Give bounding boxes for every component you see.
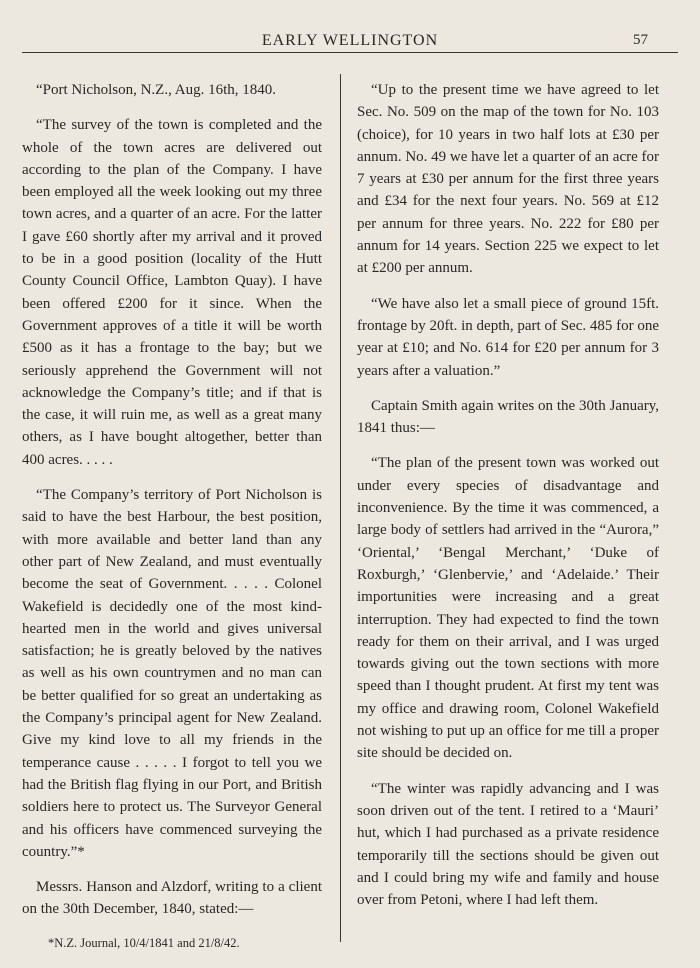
- footnote: *N.Z. Journal, 10/4/1841 and 21/8/42.: [48, 935, 240, 950]
- header-rule: [22, 52, 678, 53]
- paragraph: “Port Nicholson, N.Z., Aug. 16th, 1840.: [36, 82, 276, 98]
- page-number: 57: [633, 32, 648, 48]
- paragraph: “The Company’s territory of Port Nicholson is said to have the best Harbour, the best position, with more available and better land than any other part of New Zealand, and must eventually become the seat of Government. . . . . Colonel Wakefield is decidedly one of the most kind-hearted men in the world and gives universal satisfaction; he is greatly beloved by the natives as well as his own countrymen and no man can be better qualified for so great an undertaking as the Company’s principal agent for New Zealand. Give my kind love to all my friends in the temperance cause . . . . . I forgot to tell you we had the British flag flying in our Port, and British soldiers here to protect us. The Surveyor General and his officers have commenced surveying the country.”*: [22, 487, 322, 860]
- column-divider: [340, 74, 341, 942]
- paragraph: “The plan of the present town was worked out under every species of disadvantage and inconvenience. By the time it was commenced, a large body of settlers had arrived in the “Aurora,” ‘Oriental,’ ‘Bengal Merchant,’ ‘Duke of Roxburgh,’ ‘Glenbervie,’ and ‘Adelaide.’ Their importunities were increasing and a great interruption. They had expected to find the town ready for them on their arrival, and I was urged towards giving out the town sections with more speed than I thought prudent. At first my tent was my office and drawing room, Colonel Wakefield not wishing to put up an office for me till a proper site should be decided on.: [357, 455, 659, 762]
- paragraph: Messrs. Hanson and Alzdorf, writing to a client on the 30th December, 1840, stated:—: [22, 879, 322, 918]
- page-header: [22, 30, 678, 56]
- paragraph: “Up to the present time we have agreed to let Sec. No. 509 on the map of the town for No. 103 (choice), for 10 years in two half lots at £30 per annum. No. 49 we have let a quarter of an acre for 7 years at £30 per annum for the first three years and £34 for the next four years. No. 569 at £12 per annum for three years. No. 222 for £80 per annum for 14 years. Section 225 we expect to let at £200 per annum.: [357, 82, 659, 277]
- left-column: [22, 79, 322, 952]
- paragraph: “The survey of the town is completed and the whole of the town acres are delivered out according to the plan of the Company. I have been employed all the week looking out my three town acres, and a quarter of an acre. For the latter I gave £60 shortly after my arrival and it proved to be in a good position (locality of the Hutt County Council Office, Lambton Quay). I have been offered £200 for it since. When the Government approves of a title it will be worth £500 as it has a frontage to the bay; but we seriously apprehend the Government will not acknowledge the Company’s title; and if that is the case, it will ruin me, as well as a great many others, as I have bought altogether, better than 400 acres. . . . .: [22, 117, 322, 468]
- running-head: EARLY WELLINGTON: [261, 32, 439, 49]
- paragraph: “The winter was rapidly advancing and I was soon driven out of the tent. I retired to a ‘Mauri’ hut, which I had purchased as a private residence temporarily till the sections should be given out and I could bring my wife and family and house over from Petoni, where I had left them.: [357, 780, 659, 909]
- paragraph: “We have also let a small piece of ground 15ft. frontage by 20ft. in depth, part of Sec. 485 for one year at £10; and No. 614 for £20 per annum for 3 years after a valuation.”: [357, 295, 659, 379]
- right-column: [357, 79, 659, 924]
- paragraph: Captain Smith again writes on the 30th January, 1841 thus:—: [357, 397, 659, 437]
